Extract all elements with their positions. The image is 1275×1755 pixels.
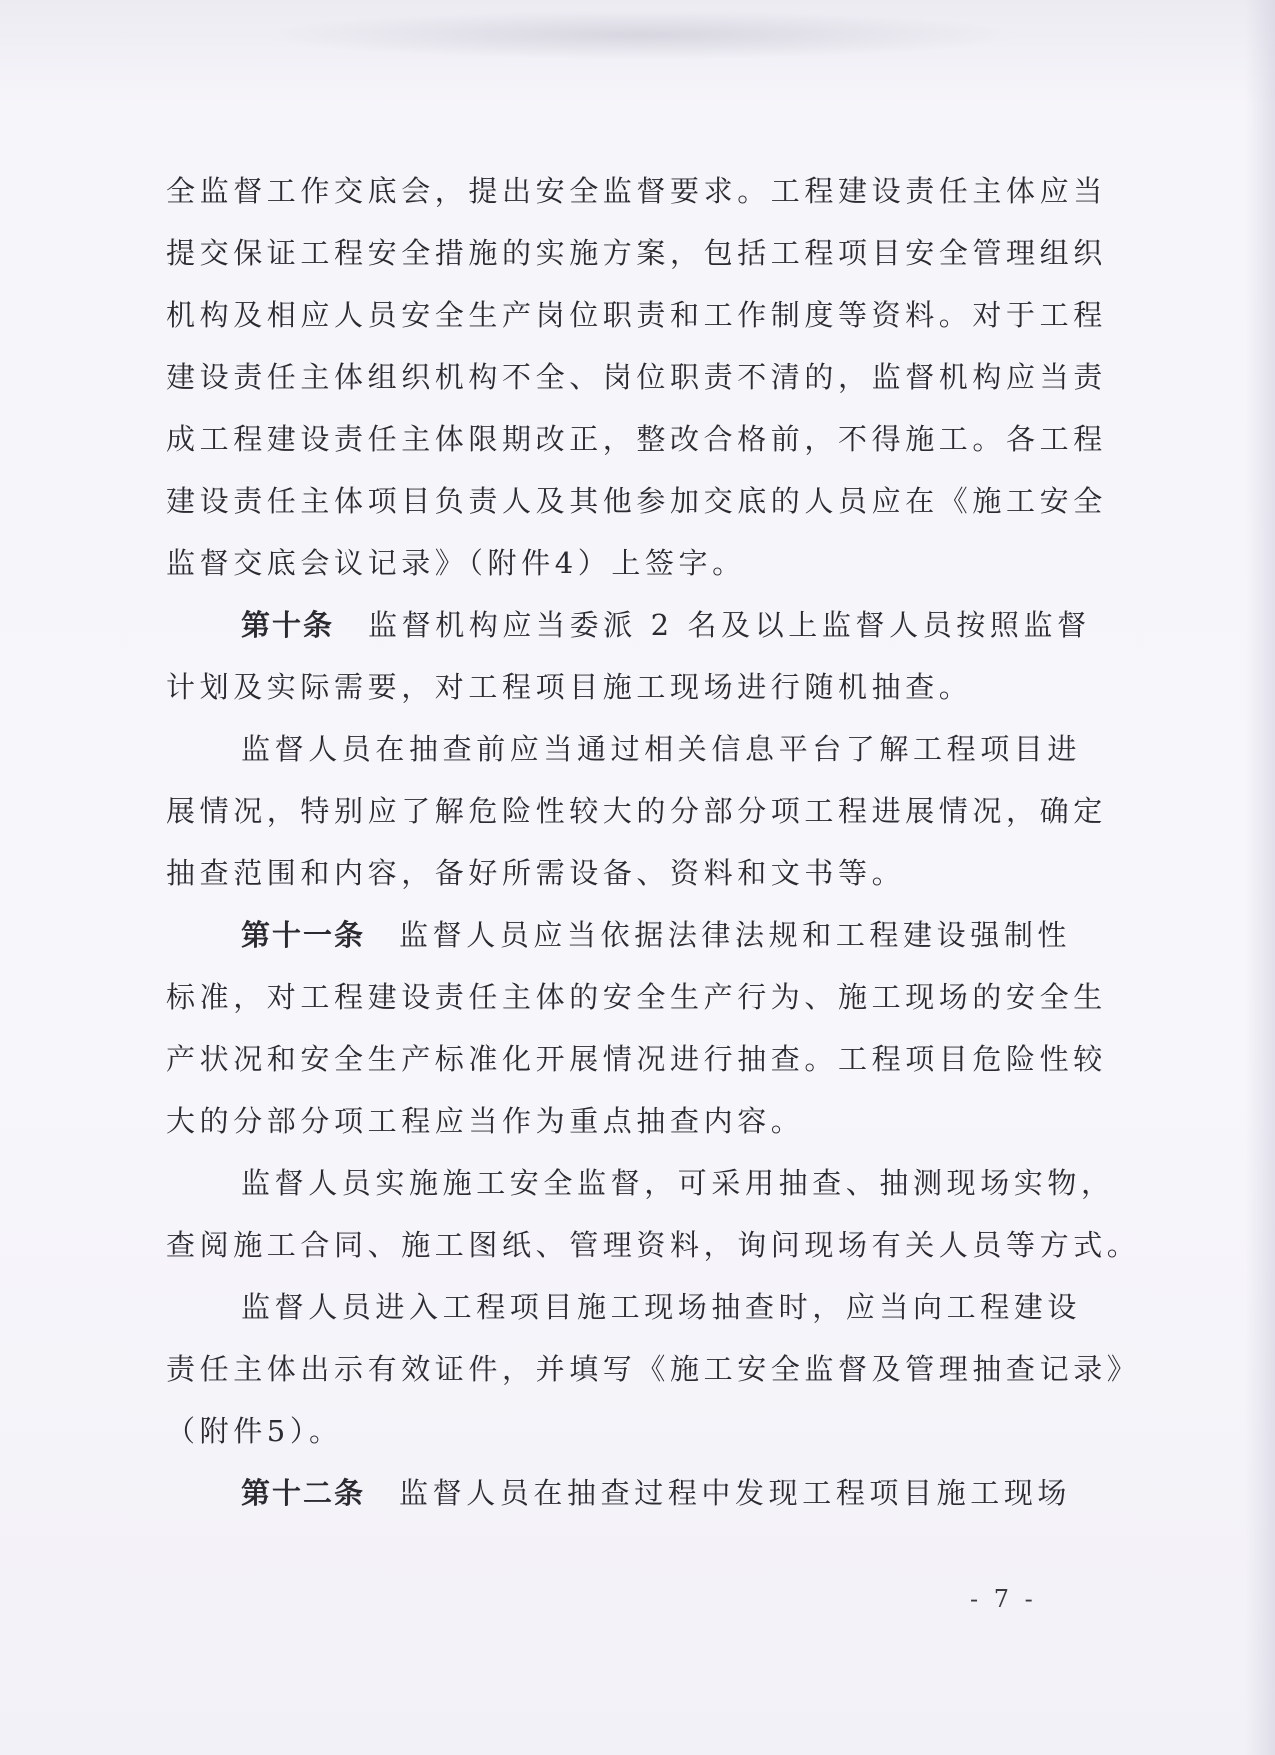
line-text: 计划及实际需要，对工程项目施工现场进行随机抽查。 <box>166 670 973 704</box>
text-line <box>166 1152 1115 1214</box>
text-line <box>166 1090 1096 1152</box>
text-line <box>166 1028 1107 1090</box>
line-text: 全监督工作交底会，提出安全监督要求。工程建设责任主体应当 <box>166 174 1107 208</box>
text-line <box>166 532 1096 594</box>
text-line <box>166 842 1096 904</box>
line-text: 监督人员在抽查前应当通过相关信息平台了解工程项目进 <box>241 732 1082 766</box>
text-line <box>166 160 1107 222</box>
text-line <box>166 408 1107 470</box>
scan-shadow <box>260 10 1020 60</box>
text-line <box>166 346 1107 408</box>
line-text: （附件5）。 <box>166 1414 343 1448</box>
article-11-line <box>166 904 1096 966</box>
article-heading: 第十条 <box>241 608 335 642</box>
line-text: 监督人员进入工程项目施工现场抽查时，应当向工程建设 <box>241 1290 1082 1324</box>
text-line <box>166 656 1096 718</box>
line-text: 提交保证工程安全措施的实施方案，包括工程项目安全管理组织 <box>166 236 1107 270</box>
article-heading: 第十二条 <box>241 1476 366 1510</box>
line-text: 监督机构应当委派 2 名及以上监督人员按照监督 <box>368 608 1091 642</box>
text-line <box>166 1276 1096 1338</box>
line-text: 建设责任主体组织机构不全、岗位职责不清的，监督机构应当责 <box>166 360 1107 394</box>
line-text: 抽查范围和内容，备好所需设备、资料和文书等。 <box>166 856 906 890</box>
line-text: 监督交底会议记录》（附件4）上签字。 <box>166 546 746 580</box>
line-text: 机构及相应人员安全生产岗位职责和工作制度等资料。对于工程 <box>166 298 1107 332</box>
text-line <box>166 284 1107 346</box>
line-text: 大的分部分项工程应当作为重点抽查内容。 <box>166 1104 805 1138</box>
line-text: 查阅施工合同、施工图纸、管理资料，询问现场有关人员等方式。 <box>166 1228 1141 1262</box>
article-10-line <box>166 594 1096 656</box>
text-line <box>166 470 1107 532</box>
article-heading: 第十一条 <box>241 918 366 952</box>
line-text: 成工程建设责任主体限期改正，整改合格前，不得施工。各工程 <box>166 422 1107 456</box>
line-text: 标准，对工程建设责任主体的安全生产行为、施工现场的安全生 <box>166 980 1107 1014</box>
line-text: 展情况，特别应了解危险性较大的分部分项工程进展情况，确定 <box>166 794 1107 828</box>
line-text: 监督人员实施施工安全监督，可采用抽查、抽测现场实物， <box>241 1166 1115 1200</box>
text-line <box>166 1400 1096 1462</box>
text-line <box>166 1338 1141 1400</box>
text-line <box>166 780 1107 842</box>
text-line <box>166 222 1107 284</box>
line-text: 监督人员在抽查过程中发现工程项目施工现场 <box>399 1476 1072 1510</box>
line-text: 责任主体出示有效证件，并填写《施工安全监督及管理抽查记录》 <box>166 1352 1141 1386</box>
text-line <box>166 1214 1141 1276</box>
page-number: - 7 - <box>970 1585 1037 1613</box>
line-text: 建设责任主体项目负责人及其他参加交底的人员应在《施工安全 <box>166 484 1107 518</box>
scan-edge <box>1245 0 1275 1755</box>
line-text: 产状况和安全生产标准化开展情况进行抽查。工程项目危险性较 <box>166 1042 1107 1076</box>
article-12-line <box>166 1462 1096 1524</box>
text-line <box>166 966 1107 1028</box>
line-text: 监督人员应当依据法律法规和工程建设强制性 <box>399 918 1072 952</box>
text-line <box>166 718 1096 780</box>
